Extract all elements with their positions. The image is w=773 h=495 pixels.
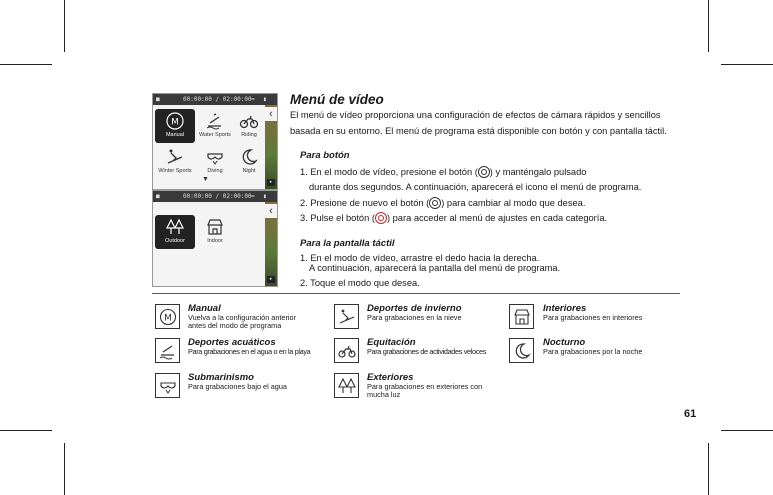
legend-title: Nocturno xyxy=(543,337,586,348)
step-text: ) para cambiar al modo que desea. xyxy=(441,198,586,208)
indoor-icon xyxy=(513,308,531,326)
mini-button-icon[interactable]: ▸ xyxy=(267,276,275,283)
crop-mark xyxy=(721,430,773,431)
battery-icon: ▮ xyxy=(263,193,267,200)
diving-icon xyxy=(205,147,225,167)
tile-label: Manual xyxy=(165,132,185,138)
step-text: ) y manténgalo pulsado xyxy=(489,167,587,177)
tile-indoor[interactable] xyxy=(195,215,235,249)
button-step-1-cont: durante dos segundos. A continuación, aparecerá el icono el menú de programa. xyxy=(309,182,642,192)
tile-night[interactable] xyxy=(229,145,269,179)
tile-label: Night xyxy=(242,168,256,174)
tile-manual[interactable] xyxy=(155,109,195,143)
tile-label: Winter Sports xyxy=(158,168,192,174)
wifi-icon: ≈ xyxy=(251,193,255,200)
diving-icon xyxy=(159,377,177,395)
tile-outdoor[interactable] xyxy=(155,215,195,249)
section-title: Menú de vídeo xyxy=(290,92,384,107)
tile-label: Diving xyxy=(207,168,223,174)
water-icon xyxy=(205,111,225,131)
manual-icon xyxy=(159,308,177,326)
tile-label: Water Sports xyxy=(199,132,231,138)
heading-button: Para botón xyxy=(300,150,350,161)
legend-desc: Para grabaciones en la nieve xyxy=(367,313,462,322)
tile-winter-sports[interactable] xyxy=(155,145,195,179)
step-text: 2. Presione de nuevo el botón ( xyxy=(300,198,430,208)
touch-step-2: 2. Toque el modo que desea. xyxy=(300,278,420,288)
trees-icon xyxy=(165,217,185,237)
legend-title: Manual xyxy=(188,303,221,314)
legend-icon-box xyxy=(334,338,359,363)
legend-desc: Para grabaciones en exteriores con xyxy=(367,382,483,391)
ski-icon xyxy=(338,308,356,326)
divider xyxy=(152,293,680,294)
page-number: 61 xyxy=(684,408,697,420)
legend-desc: mucha luz xyxy=(367,390,401,399)
battery-icon: ▮ xyxy=(263,96,267,103)
video-icon: ■ xyxy=(156,193,160,200)
legend-icon-box xyxy=(155,373,180,398)
tile-riding[interactable] xyxy=(229,109,269,143)
crop-mark xyxy=(0,64,52,65)
scroll-down-icon[interactable]: ▼ xyxy=(202,176,209,183)
mode-button-icon xyxy=(478,166,490,178)
intro-line: El menú de vídeo proporciona una configuración de efectos de cámara rápidos y sencillos xyxy=(290,110,661,120)
preview-strip xyxy=(265,202,277,286)
ski-icon xyxy=(165,147,185,167)
motorbike-icon xyxy=(239,111,259,131)
tile-label: Riding xyxy=(241,132,257,138)
manual-icon xyxy=(165,111,185,131)
intro-line: basada en su entorno. El menú de programa está disponible con botón y con pantalla táctil. xyxy=(290,126,667,136)
svg-text:M: M xyxy=(164,313,172,324)
mode-button-icon xyxy=(429,197,441,209)
tile-label: Indoor xyxy=(207,238,223,244)
moon-icon xyxy=(239,147,259,167)
svg-text:M: M xyxy=(171,117,179,128)
legend-icon-box xyxy=(509,338,534,363)
indoor-icon xyxy=(205,217,225,237)
legend-icon-box xyxy=(155,338,180,363)
record-button-icon xyxy=(375,212,387,224)
legend-desc: Para grabaciones bajo el agua xyxy=(188,382,287,391)
crop-mark xyxy=(0,430,52,431)
camera-screen-2 xyxy=(152,190,278,287)
step-text: 1. En el modo de vídeo, presione el botón ( xyxy=(300,167,478,177)
legend-desc: Para grabaciones por la noche xyxy=(543,347,643,356)
legend-title: Exteriores xyxy=(367,372,414,383)
legend-title: Interiores xyxy=(543,303,587,314)
wifi-icon: ≈ xyxy=(251,96,255,103)
mini-button-icon[interactable]: ▸ xyxy=(267,179,275,186)
crop-mark xyxy=(64,0,65,52)
camera-screen-1 xyxy=(152,93,278,190)
legend-title: Deportes de invierno xyxy=(367,303,462,314)
video-icon: ■ xyxy=(156,96,160,103)
status-bar xyxy=(153,94,277,105)
step-text: 3. Pulse el botón ( xyxy=(300,213,375,223)
legend-icon-box xyxy=(509,304,534,329)
legend-icon-box xyxy=(334,304,359,329)
legend-title: Equitación xyxy=(367,337,416,348)
crop-mark xyxy=(64,443,65,495)
recording-timer: 00:00:00 / 02:00:00 xyxy=(183,193,252,200)
legend-desc: antes del modo de programa xyxy=(188,321,282,330)
back-chevron-icon[interactable]: ‹ xyxy=(265,204,277,218)
legend-icon-box xyxy=(155,304,180,329)
legend-title: Submarinismo xyxy=(188,372,254,383)
legend-desc: Para grabaciones en interiores xyxy=(543,313,643,322)
motorbike-icon xyxy=(338,342,356,360)
heading-touchscreen: Para la pantalla táctil xyxy=(300,238,395,249)
legend-title: Deportes acuáticos xyxy=(188,337,276,348)
crop-mark xyxy=(708,0,709,52)
step-text: ) para acceder al menú de ajustes en cada categoría. xyxy=(386,213,608,223)
status-bar xyxy=(153,191,277,202)
button-step-2 xyxy=(300,197,585,209)
legend-desc: Para grabaciones de actividades veloces xyxy=(367,347,486,356)
trees-icon xyxy=(338,377,356,395)
moon-icon xyxy=(513,342,531,360)
button-step-3 xyxy=(300,212,607,224)
legend-desc: Vuelva a la configuración anterior xyxy=(188,313,297,322)
touch-step-1-cont: A continuación, aparecerá la pantalla del menú de programa. xyxy=(309,263,561,273)
button-step-1 xyxy=(300,166,586,178)
touch-step-1: 1. En el modo de vídeo, arrastre el dedo hacia la derecha. xyxy=(300,253,540,263)
water-icon xyxy=(159,342,177,360)
legend-icon-box xyxy=(334,373,359,398)
crop-mark xyxy=(721,64,773,65)
recording-timer: 00:00:00 / 02:00:00 xyxy=(183,96,252,103)
legend-desc: Para grabaciones en el agua o en la playa xyxy=(188,347,311,356)
crop-mark xyxy=(708,443,709,495)
back-chevron-icon[interactable]: ‹ xyxy=(265,107,277,121)
tile-label: Outdoor xyxy=(165,238,185,244)
